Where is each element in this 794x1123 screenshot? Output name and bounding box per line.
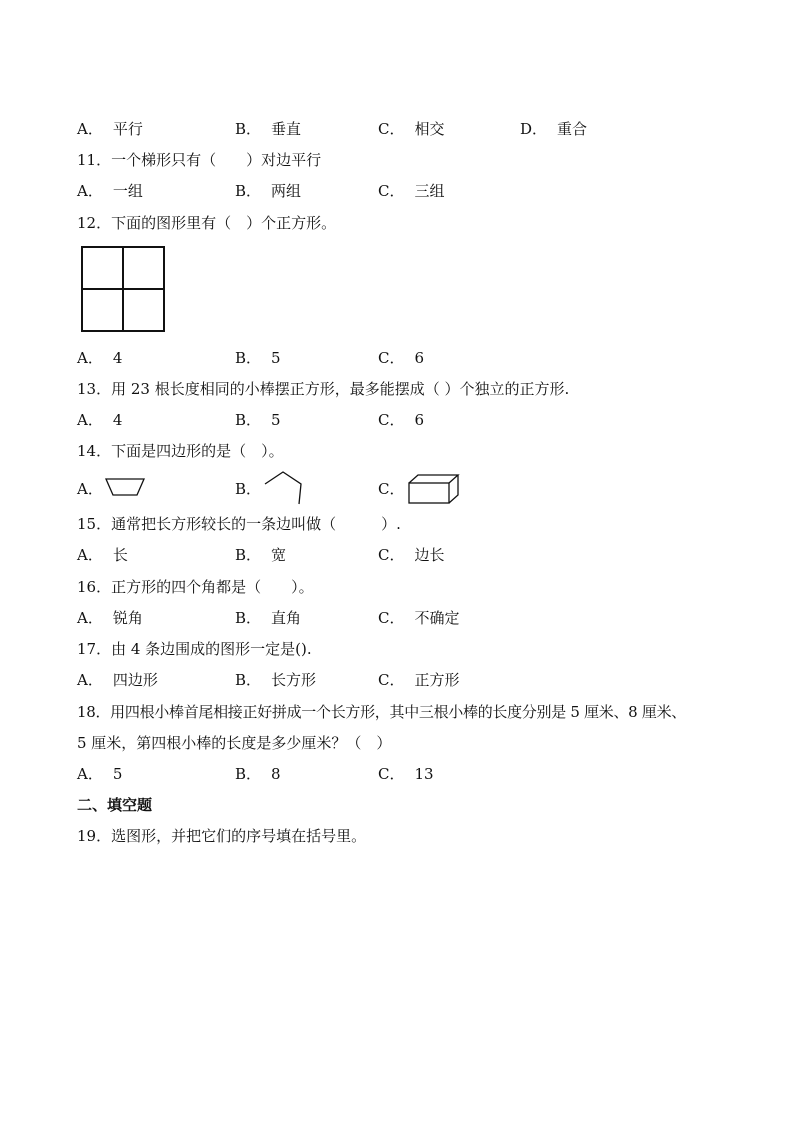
q14-figure-a [104,477,146,497]
option-text: 5 [112,765,123,783]
q18-option-b [235,764,281,784]
option-text: 垂直 [271,120,302,138]
option-text: 5 [271,411,281,429]
q14-option-b [235,479,261,499]
q17-stem: 17．由 4 条边围成的图形一定是(). [77,640,312,658]
option-text: 4 [112,349,123,367]
option-text: 三组 [414,182,445,200]
q18-stem-line2: 5 厘米，第四根小棒的长度是多少厘米？（ ） [77,734,392,752]
q18-options [77,764,757,784]
trapezoid-icon [104,477,146,497]
option-text: 锐角 [112,609,143,627]
q13-option-c [378,410,424,430]
option-text: 6 [414,349,425,367]
q15-stem: 15．通常把长方形较长的一条边叫做（ ）. [77,515,401,533]
q11-stem: 11．一个梯形只有（ ）对边平行 [77,151,322,169]
q11-option-c [378,181,445,201]
option-key: C． [378,765,405,783]
option-text: 4 [112,411,123,429]
option-text: 宽 [271,546,287,564]
option-key: B． [235,349,262,367]
option-key: A． [77,480,103,498]
option-key: C． [378,480,405,498]
option-text: 一组 [112,182,143,200]
q16-options [77,608,757,628]
option-key: B． [235,609,262,627]
q15-option-a [77,545,128,565]
option-key: C． [378,182,405,200]
option-text: 6 [414,411,425,429]
option-key: B． [235,671,262,689]
option-key: B． [235,411,262,429]
option-key: B． [235,765,262,783]
option-text: 相交 [414,120,445,138]
option-text: 长 [112,546,128,564]
option-key: C． [378,120,405,138]
option-key: C． [378,411,405,429]
option-text: 平行 [112,120,143,138]
option-key: A． [77,182,103,200]
option-key: B． [235,120,262,138]
option-text: 重合 [557,120,588,138]
option-key: C． [378,671,405,689]
q17-options [77,670,757,690]
option-key: B． [235,546,262,564]
q11-option-a [77,181,143,201]
option-key: A． [77,671,103,689]
q12-options [77,348,757,368]
option-key: A． [77,411,103,429]
option-text: 边长 [414,546,445,564]
option-key: A． [77,349,103,367]
square-grid-icon [80,245,168,335]
option-key: A． [77,609,103,627]
option-key: A． [77,765,103,783]
option-key: C． [378,609,405,627]
q13-option-a [77,410,122,430]
option-text: 8 [271,765,281,783]
cuboid-icon [404,472,460,506]
q12-option-c [378,348,424,368]
q19-stem: 19．选图形，并把它们的序号填在括号里。 [77,827,367,845]
q12-stem: 12．下面的图形里有（ ）个正方形。 [77,214,337,232]
q18-option-a [77,764,122,784]
q16-option-a [77,608,143,628]
q10-option-a [77,119,143,139]
q16-option-b [235,608,301,628]
q12-option-b [235,348,281,368]
q17-option-a [77,670,158,690]
q16-option-c [378,608,460,628]
q16-stem: 16．正方形的四个角都是（ ）。 [77,578,314,596]
option-text: 13 [414,765,434,783]
option-key: B． [235,182,262,200]
q18-stem-line1: 18．用四根小棒首尾相接正好拼成一个长方形，其中三根小棒的长度分别是 5 厘米、8 厘米、 [77,703,686,721]
option-key: D． [520,120,548,138]
q17-option-b [235,670,316,690]
q14-figure-c [404,472,460,506]
q10-option-b [235,119,301,139]
q17-option-c [378,670,460,690]
q12-grid-figure [80,245,168,335]
q18-option-c [378,764,434,784]
option-text: 长方形 [271,671,317,689]
option-key: C． [378,546,405,564]
section-heading: 二、填空题 [77,796,153,814]
q12-option-a [77,348,122,368]
q14-option-a [77,479,103,499]
q14-stem: 14．下面是四边形的是（ ）。 [77,442,284,460]
option-text: 5 [271,349,281,367]
open-polyline-icon [263,470,305,506]
q15-option-b [235,545,286,565]
option-text: 正方形 [414,671,460,689]
q10-options [77,119,757,139]
q14-figure-b [263,470,305,506]
q13-option-b [235,410,281,430]
q15-option-c [378,545,445,565]
option-key: B． [235,480,262,498]
q13-stem: 13．用 23 根长度相同的小棒摆正方形，最多能摆成（ ）个独立的正方形. [77,380,570,398]
q10-option-c [378,119,445,139]
option-key: C． [378,349,405,367]
option-key: A． [77,546,103,564]
option-text: 不确定 [414,609,460,627]
option-text: 四边形 [112,671,158,689]
q11-option-b [235,181,301,201]
q11-options [77,181,757,201]
option-text: 两组 [271,182,302,200]
q10-option-d [520,119,587,139]
q14-option-c [378,479,404,499]
option-key: A． [77,120,103,138]
q15-options [77,545,757,565]
option-text: 直角 [271,609,302,627]
q13-options [77,410,757,430]
